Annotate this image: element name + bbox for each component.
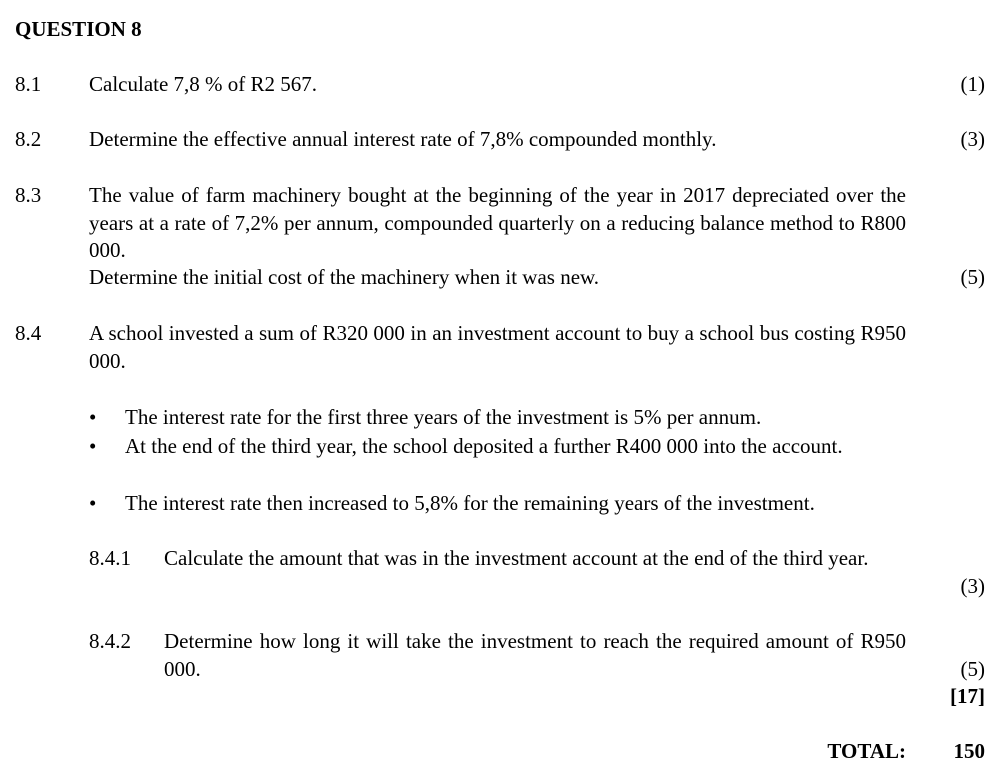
question-number-8-4-2: 8.4.2 — [89, 629, 131, 653]
marks-8-3: (5) — [960, 265, 985, 289]
question-text-8-2: Determine the effective annual interest rate of 7,8% compounded monthly. — [89, 127, 717, 151]
question-number-8-1: 8.1 — [15, 72, 42, 96]
question-number-8-2: 8.2 — [15, 127, 42, 151]
marks-8-1: (1) — [960, 72, 985, 96]
bullet-symbol: • — [89, 434, 97, 458]
question-text-8-3: The value of farm machinery bought at the beginning of the year in 2017 depreciated over the years at a rate of 7,2% per annum, compounded quarterly on a reducing balance method to R800 000. — [89, 183, 906, 262]
question-number-8-4: 8.4 — [15, 321, 42, 345]
question-number-8-4-1: 8.4.1 — [89, 546, 131, 570]
question-total-marks: [17] — [950, 684, 985, 708]
question-text-8-4-2: Determine how long it will take the investment to reach the required amount of R950 000. — [164, 629, 906, 681]
bullet-item: At the end of the third year, the school deposited a further R400 000 into the account. — [125, 434, 843, 458]
question-text-8-4-1: Calculate the amount that was in the investment account at the end of the third year. — [164, 546, 869, 570]
marks-8-4-2: (5) — [960, 657, 985, 681]
marks-8-2: (3) — [960, 127, 985, 151]
total-label: TOTAL: — [827, 739, 906, 763]
question-text-8-3-instruction: Determine the initial cost of the machinery when it was new. — [89, 265, 600, 289]
bullet-item: The interest rate then increased to 5,8% for the remaining years of the investment. — [125, 491, 815, 515]
question-heading: QUESTION 8 — [15, 17, 142, 41]
bullet-item: The interest rate for the first three years of the investment is 5% per annum. — [125, 405, 762, 429]
bullet-symbol: • — [89, 405, 97, 429]
question-number-8-3: 8.3 — [15, 183, 42, 207]
bullet-symbol: • — [89, 491, 97, 515]
marks-8-4-1: (3) — [960, 574, 985, 598]
total-value: 150 — [953, 739, 985, 763]
question-text-8-4: A school invested a sum of R320 000 in an investment account to buy a school bus costing R950 000. — [89, 321, 906, 373]
question-text-8-1: Calculate 7,8 % of R2 567. — [89, 72, 318, 96]
